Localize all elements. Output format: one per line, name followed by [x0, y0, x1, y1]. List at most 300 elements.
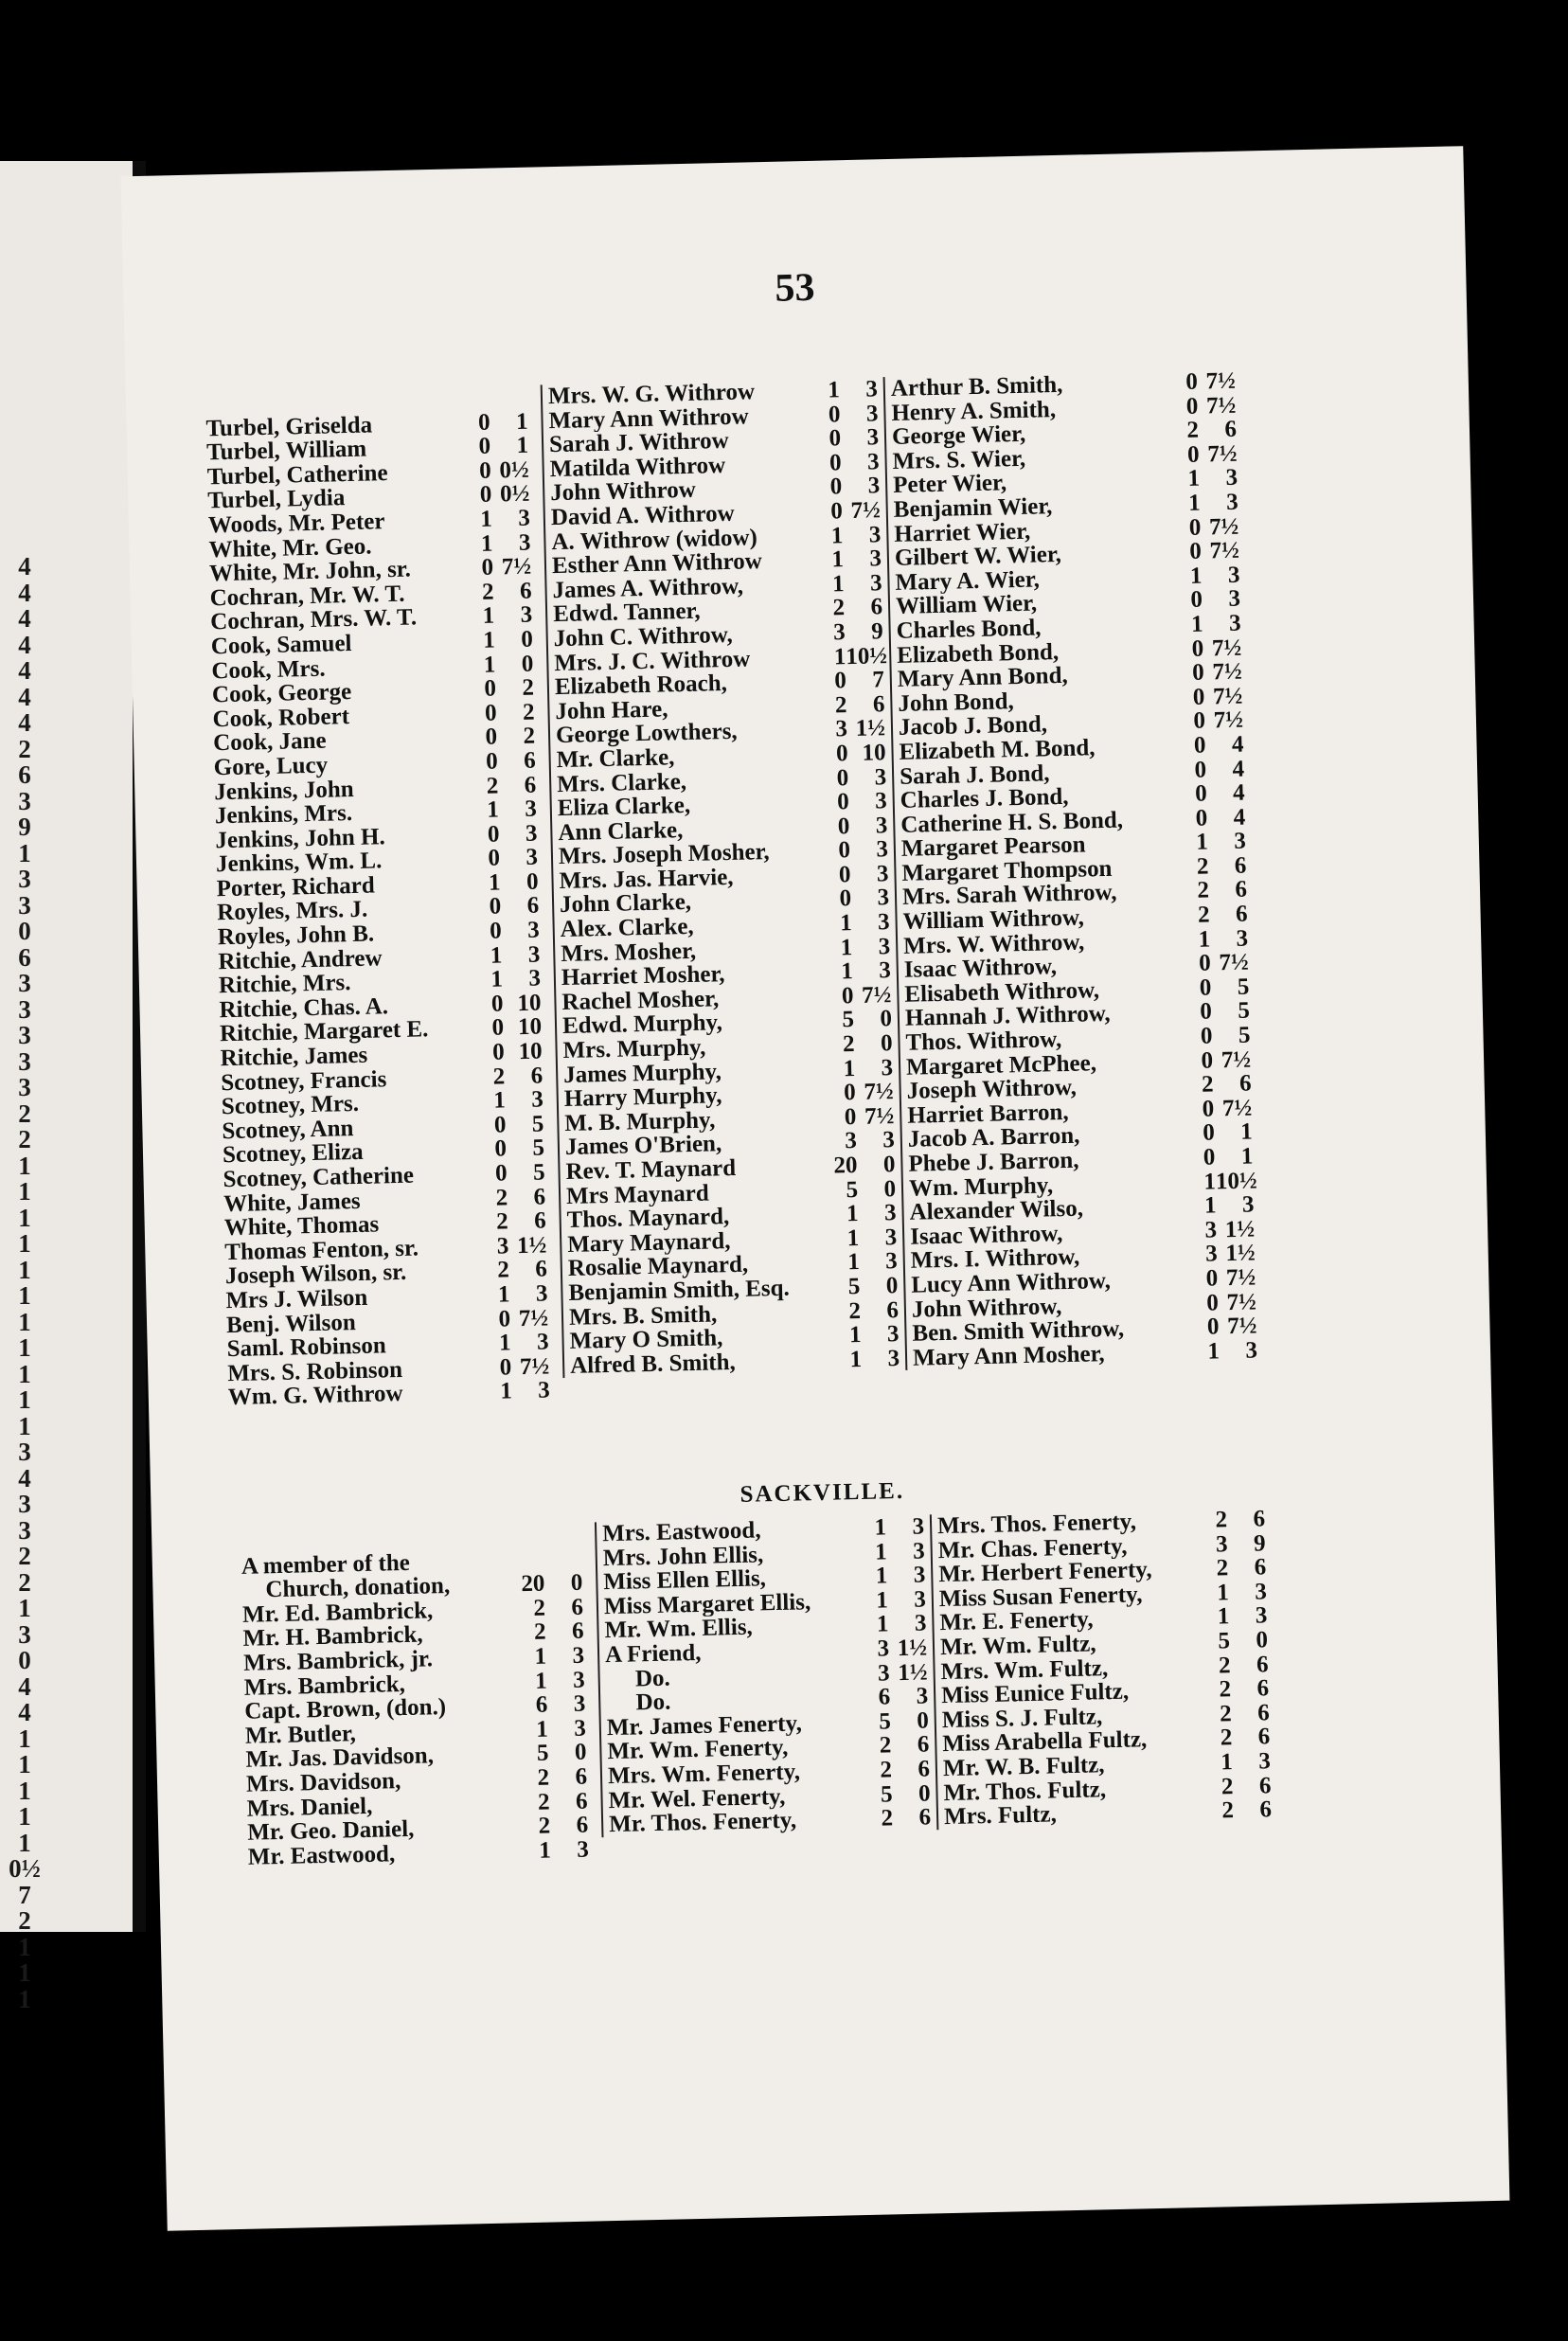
pence-value: 0 [1256, 1627, 1269, 1653]
adjacent-page-digit: 1 [18, 1229, 31, 1258]
subscriber-name: Harriet Mosher, [561, 961, 725, 991]
shillings-value: 2 [481, 579, 494, 605]
pence-value: 4 [1232, 756, 1245, 782]
pence-value: 6 [530, 1063, 543, 1089]
pence-value: 3 [912, 1538, 926, 1564]
subscriber-name: William Withrow, [902, 904, 1085, 935]
shillings-value: 1 [536, 1716, 549, 1742]
pence-value: 3 [874, 788, 888, 814]
shillings-value: 0 [1206, 1313, 1220, 1340]
subscriber-name: John Withrow [549, 477, 697, 507]
shillings-value: 1 [497, 1281, 510, 1308]
pence-value: 3 [525, 820, 538, 847]
pence-value: 10½ [1215, 1168, 1257, 1194]
subscriber-name: Scotney, Ann [222, 1115, 354, 1144]
subscriber-name: Thos. Maynard, [566, 1204, 730, 1233]
pence-value: 3 [865, 400, 879, 427]
pence-value: 5 [531, 1111, 544, 1137]
pence-value: 7½ [1221, 1046, 1252, 1073]
shillings-value: 0 [499, 1354, 512, 1381]
shillings-value: 0 [484, 675, 497, 702]
pence-value: 6 [1224, 416, 1238, 443]
pence-value: 3 [877, 885, 890, 911]
subscriber-name: Cochran, Mrs. W. T. [209, 604, 418, 635]
pence-value: 3 [886, 1321, 900, 1348]
adjacent-page-digit: 1 [18, 1932, 31, 1961]
subscriber-name: Mr. Wm. Fenerty, [607, 1735, 789, 1765]
adjacent-page-digit: 4 [18, 1698, 31, 1726]
shillings-value: 1 [1190, 611, 1203, 637]
shillings-value: 0 [838, 861, 851, 888]
shillings-value: 2 [1215, 1507, 1228, 1533]
pence-value: 3 [1225, 465, 1238, 491]
pence-value: 6 [575, 1763, 588, 1790]
shillings-value: 0 [843, 1080, 857, 1106]
subscriber-name: Peter Wier, [892, 470, 1007, 498]
adjacent-page-digit: 7 [18, 1880, 31, 1909]
adjacent-page-digit: 4 [18, 578, 31, 607]
shillings-value: 1 [1196, 829, 1209, 856]
pence-value: 7½ [1208, 513, 1239, 540]
pence-value: 6 [1256, 1675, 1270, 1702]
pence-value: 2 [522, 699, 535, 725]
shillings-value: 0 [489, 918, 503, 944]
subscriber-name: Mrs. S. Robinson [226, 1356, 403, 1386]
subscriber-name: Mr. Geo. Daniel, [246, 1815, 415, 1846]
shillings-value: 5 [536, 1740, 549, 1767]
pence-value: 3 [520, 601, 533, 629]
subscriber-name: Margaret Pearson [900, 831, 1086, 862]
subscriber-name: Mr. Clarke, [556, 744, 675, 773]
shillings-value: 0 [1203, 1144, 1216, 1170]
pence-value: 3 [874, 763, 887, 790]
pence-value: 3 [877, 909, 890, 936]
shillings-value: 0 [490, 991, 504, 1017]
page-number: 53 [774, 265, 815, 311]
shillings-value: 0 [829, 474, 843, 500]
pence-value: 3 [518, 505, 531, 531]
shillings-value: 0 [835, 741, 848, 767]
shillings-value: 0 [829, 449, 842, 476]
shillings-value: 2 [538, 1813, 551, 1839]
shillings-value: 1 [499, 1378, 513, 1404]
pence-value: 0 [916, 1707, 930, 1734]
shillings-value: 0 [1190, 586, 1203, 614]
pence-value: 6 [1258, 1772, 1272, 1799]
shillings-value: 0 [1202, 1119, 1216, 1147]
adjacent-page-digit: 3 [18, 1046, 31, 1076]
adjacent-page-digit: 3 [18, 969, 31, 997]
subscriber-name: White, Mr. John, sr. [208, 556, 412, 587]
adjacent-page-digit: 0 [18, 917, 31, 945]
pence-value: 6 [918, 1756, 931, 1782]
pence-value: 6 [575, 1788, 588, 1814]
subscriber-name: Joseph Withrow, [906, 1074, 1078, 1104]
shillings-value: 1 [840, 934, 853, 960]
subscriber-name: Charles Bond, [896, 615, 1042, 644]
shillings-value: 0 [487, 821, 500, 848]
pence-value: 6 [918, 1804, 932, 1831]
shillings-value: 1 [849, 1346, 863, 1372]
pence-value: 7½ [861, 981, 892, 1009]
subscriber-name: Isaac Withrow, [909, 1220, 1063, 1250]
subscriber-name: Mr. H. Bambrick, [242, 1621, 423, 1652]
shillings-value: 0 [478, 433, 491, 460]
pence-value: 3 [883, 1200, 897, 1226]
shillings-value: 1 [830, 522, 844, 548]
pence-value: 3 [572, 1667, 586, 1693]
pence-value: 3 [865, 376, 879, 402]
pence-value: 3 [914, 1610, 927, 1637]
subscriber-name: Ritchie, Margaret E. [219, 1016, 429, 1047]
subscriber-name: A. Withrow (widow) [551, 524, 758, 555]
shillings-value: 1 [833, 643, 846, 670]
pence-value: 3 [878, 957, 892, 984]
subscriber-name: Saml. Robinson [226, 1332, 387, 1362]
pence-value: 7½ [1225, 1264, 1256, 1292]
shillings-value: 1 [1187, 490, 1201, 516]
shillings-value: 2 [1201, 1071, 1214, 1098]
subscriber-name: Mary Ann Withrow [548, 402, 749, 434]
shillings-value: 0 [493, 1112, 507, 1138]
shillings-value: 0 [1189, 538, 1203, 565]
shillings-value: 1 [1217, 1603, 1230, 1630]
pence-value: 9 [870, 618, 883, 645]
subscriber-name: Miss Ellen Ellis, [603, 1565, 767, 1595]
subscriber-name: Mrs. Mosher, [561, 938, 697, 967]
subscriber-name: White, Mr. Geo. [208, 533, 372, 563]
subscriber-name: George Wier, [891, 420, 1026, 450]
pence-value: 9 [1253, 1529, 1266, 1557]
subscriber-name: Catherine H. S. Bond, [900, 807, 1124, 838]
pence-value: 3 [875, 812, 888, 839]
pence-value: 4 [1232, 779, 1245, 806]
adjacent-page-digit: 0 [18, 1646, 31, 1674]
shillings-value: 1 [831, 570, 845, 598]
subscriber-name: Do. [605, 1665, 671, 1692]
shillings-value: 5 [846, 1176, 859, 1203]
adjacent-page-digit: 1 [18, 1333, 31, 1362]
shillings-value: 1 [876, 1611, 889, 1638]
shillings-value: 0 [1186, 441, 1200, 468]
shillings-value: 1 [846, 1201, 859, 1227]
shillings-value: 1 [875, 1563, 888, 1589]
shillings-value: 1 [482, 602, 495, 630]
shillings-value: 2 [879, 1732, 892, 1759]
pence-value: 1½ [1225, 1240, 1256, 1267]
pence-value: 2 [523, 723, 536, 750]
subscriber-name: Mrs. Thos. Fenerty, [936, 1509, 1137, 1539]
pence-value: 3 [537, 1377, 551, 1404]
subscriber-name: White, Thomas [223, 1211, 380, 1241]
shillings-value: 2 [486, 772, 499, 799]
pence-value: 3 [878, 933, 891, 960]
shillings-value: 1 [874, 1538, 888, 1565]
subscriber-name: Scotney, Francis [221, 1065, 387, 1096]
shillings-value [510, 1547, 545, 1572]
subscriber-name: James A. Withrow, [552, 573, 744, 603]
pence-value: 7½ [1211, 634, 1242, 661]
pence-value: 3 [868, 521, 882, 548]
subscriber-name: Woods, Mr. Peter [207, 509, 385, 538]
adjacent-page-digit: 2 [18, 1567, 31, 1597]
pence-value: 0 [885, 1273, 899, 1299]
subscriber-name: Mrs. Wm. Fultz, [940, 1654, 1109, 1685]
pence-value: 3 [1228, 610, 1241, 636]
pence-value: 6 [1256, 1700, 1270, 1726]
shillings-value: 2 [1197, 877, 1210, 904]
shillings-value: 0 [485, 748, 498, 775]
pence-value: 1 [1239, 1118, 1254, 1146]
sackville-column-3 [930, 1507, 1272, 1830]
shillings-value: 2 [495, 1208, 509, 1235]
shillings-value: 3 [1215, 1530, 1228, 1558]
shillings-value: 2 [1219, 1700, 1232, 1727]
shillings-value: 0 [1206, 1289, 1220, 1316]
subscriber-name: Elisabeth Withrow, [904, 976, 1100, 1008]
subscriber-name: Miss Eunice Fultz, [940, 1678, 1130, 1708]
subscriber-name: Mrs J. Wilson [225, 1284, 368, 1313]
pence-value: 0 [520, 626, 534, 652]
pence-value: 3 [528, 965, 542, 992]
section-title: SACKVILLE. [739, 1477, 905, 1508]
shillings-value: 0 [491, 1039, 505, 1065]
subscriber-name: Mr. Ed. Bambrick, [241, 1598, 434, 1628]
shillings-value: 3 [877, 1635, 890, 1662]
pence-value: 0 [918, 1779, 931, 1807]
subscriber-name: Turbel, Griselda [205, 412, 373, 441]
pence-value: 3 [1241, 1191, 1255, 1218]
subscriber-name: Mary Maynard, [566, 1227, 731, 1258]
pence-value: 7½ [864, 1102, 895, 1130]
subscriber-name: James O'Brien, [564, 1131, 722, 1160]
pence-value: 1 [1240, 1143, 1254, 1170]
subscriber-name: M. B. Murphy, [564, 1107, 716, 1136]
pence-value: 5 [532, 1159, 545, 1186]
subscriber-name: Sarah J. Bond, [899, 759, 1050, 789]
subscriber-name: Mary A. Wier, [895, 566, 1041, 596]
pence-value: 1 [515, 408, 528, 435]
subscriber-name: Alfred B. Smith, [569, 1349, 737, 1379]
shillings-value: 3 [1204, 1217, 1218, 1243]
shillings-value: 1 [482, 627, 496, 653]
subscriber-name: Mrs. John Ellis, [602, 1541, 764, 1571]
pence-value: 7 [872, 667, 885, 693]
subscriber-name: Phebe J. Barron, [908, 1147, 1079, 1177]
pence-value: 0½ [499, 456, 530, 484]
shillings-value: 0 [1193, 732, 1206, 759]
sackville-column-2 [595, 1514, 931, 1837]
adjacent-page-digit: 1 [18, 1724, 31, 1753]
subscriber-name: Ritchie, Mrs. [218, 970, 351, 999]
subscriber-name: Mrs. Murphy, [562, 1034, 706, 1063]
subscriber-name: Mrs. I. Withrow, [910, 1244, 1080, 1274]
shillings-value: 0 [1194, 780, 1207, 807]
pence-value: 0 [521, 651, 534, 677]
shillings-value: 1 [848, 1322, 862, 1349]
shillings-value: 0 [1185, 368, 1199, 395]
pence-value: 3 [1255, 1602, 1268, 1629]
pence-value: 3 [867, 473, 881, 499]
subscriber-name: Rev. T. Maynard [565, 1154, 737, 1185]
adjacent-page-digit: 4 [18, 1671, 31, 1701]
adjacent-page-digit: 1 [18, 1203, 31, 1232]
subscriber-name: Cook, Robert [212, 703, 350, 732]
subscriber-name: Mr. E. Fenerty, [939, 1606, 1094, 1636]
pence-value: 6 [1259, 1796, 1273, 1823]
shillings-value: 2 [533, 1618, 546, 1646]
shillings-value: 2 [497, 1257, 510, 1284]
pence-value: 6 [533, 1207, 547, 1234]
adjacent-page-digit: 1 [18, 838, 31, 867]
subscriber-name: Mrs. Davidson, [245, 1768, 401, 1797]
pence-value: 6 [870, 594, 883, 620]
pence-value: 3 [525, 795, 538, 822]
shillings-value: 1 [874, 1514, 887, 1541]
sackville-column-1 [241, 1523, 589, 1869]
shillings-value: 0 [489, 893, 502, 920]
shillings-value: 1 [831, 546, 845, 573]
subscriber-name: Mr. Wm. Ellis, [604, 1615, 754, 1644]
adjacent-page-digit: 1 [18, 1776, 31, 1805]
shillings-value: 0 [844, 1103, 857, 1131]
pence-value: 10 [862, 740, 886, 766]
shillings-value: 0 [498, 1305, 511, 1332]
subscriber-name: Mr. W. B. Fultz, [942, 1752, 1105, 1781]
subscriber-name: Rachel Mosher, [561, 986, 720, 1015]
subscriber-name: Church, donation, [241, 1573, 451, 1603]
shillings-value: 1 [876, 1587, 889, 1614]
shillings-value: 1 [846, 1224, 860, 1252]
shillings-value: 1 [1187, 465, 1201, 492]
pence-value: 7½ [1226, 1313, 1257, 1340]
shillings-value: 5 [878, 1708, 892, 1735]
subscriber-name: Mrs. S. Wier, [892, 445, 1026, 474]
subscriber-name: Mr. Chas. Fenerty, [937, 1533, 1128, 1564]
adjacent-page-digit: 3 [18, 786, 31, 815]
pence-value: 6 [1238, 1070, 1252, 1098]
pence-value: 7½ [1213, 706, 1244, 734]
pence-value: 1½ [855, 715, 886, 742]
subscriber-name: David A. Withrow [550, 500, 735, 530]
shillings-value: 3 [835, 716, 848, 742]
subscriber-name: Scotney, Catherine [223, 1162, 415, 1192]
subscriber-name: Elizabeth Roach, [554, 670, 728, 700]
shillings-value: 0 [1191, 635, 1204, 662]
shillings-value: 1 [1207, 1338, 1221, 1365]
shillings-value: 3 [1204, 1241, 1218, 1268]
shillings-value: 20 [833, 1152, 858, 1179]
adjacent-page-digit: 4 [18, 552, 31, 581]
shillings-value: 0 [1191, 659, 1205, 686]
pence-value: 1½ [516, 1232, 547, 1259]
subscriber-name: Miss S. J. Fultz, [941, 1704, 1103, 1733]
pence-value: 6 [533, 1184, 546, 1210]
subscriber-name: Mrs. W. G. Withrow [547, 379, 756, 409]
pence-value: 3 [1258, 1748, 1272, 1775]
subscriber-name: Elizabeth Bond, [896, 638, 1060, 669]
subscriber-name: Mrs. Wm. Fenerty, [607, 1759, 801, 1789]
subscriber-name: Esther Ann Withrow [551, 548, 763, 579]
shillings-value: 1 [1203, 1192, 1217, 1219]
shillings-value: 1 [828, 377, 841, 403]
pence-value: 6 [917, 1731, 930, 1759]
subscriber-name: Mrs. Bambrick, [243, 1671, 406, 1700]
subscriber-name: Edwd. Tanner, [552, 598, 701, 628]
pence-value: 6 [535, 1256, 548, 1283]
pence-value: 6 [1235, 877, 1248, 903]
pence-value: 3 [572, 1642, 585, 1669]
subscriber-name: Mr. Wel. Fenerty, [608, 1783, 786, 1814]
pence-value: 7½ [850, 497, 882, 524]
subscriber-name: Capt. Brown, (don.) [244, 1694, 447, 1724]
shillings-value: 2 [1220, 1724, 1233, 1751]
subscriber-name: Cook, Jane [212, 727, 327, 757]
shillings-value: 2 [537, 1764, 550, 1791]
adjacent-page-digit: 1 [18, 1151, 31, 1180]
pence-value: 3 [526, 844, 539, 871]
pence-value: 3 [866, 449, 880, 475]
pence-value: 7½ [864, 1079, 895, 1106]
subscriber-name: Mrs. Jas. Harvie, [559, 864, 734, 894]
subscriber-name: Edwd. Murphy, [561, 1010, 723, 1040]
subscriber-name: Benjamin Smith, Esq. [568, 1275, 791, 1306]
pence-value: 4 [1233, 804, 1246, 831]
pence-value: 3 [869, 545, 882, 572]
pence-value: 5 [532, 1135, 545, 1162]
pence-value: 3 [876, 836, 889, 863]
subscriber-name: Lucy Ann Withrow, [911, 1267, 1112, 1298]
shillings-value: 0 [484, 700, 497, 726]
pence-value: 3 [912, 1513, 925, 1540]
subscriber-name: John Hare, [555, 696, 668, 724]
subscriber-name: Ritchie, James [220, 1042, 368, 1071]
shillings-value: 2 [1221, 1773, 1234, 1799]
shillings-value: 1 [1189, 563, 1203, 589]
adjacent-page-digit: 1 [18, 1802, 31, 1831]
pence-value: 3 [1233, 828, 1247, 855]
pence-value: 3 [1227, 562, 1240, 588]
pence-value: 3 [1225, 489, 1238, 515]
adjacent-page-digit: 4 [18, 630, 31, 659]
subscriber-name: John C. Withrow, [553, 621, 733, 652]
subscriber-name: Margaret McPhee, [905, 1049, 1097, 1081]
subscriber-name: Royles, Mrs. J. [216, 897, 368, 926]
subscriber-name: Mr. Herbert Fenerty, [938, 1557, 1152, 1587]
shillings-value: 2 [495, 1184, 508, 1211]
subscriber-name: Miss Susan Fenerty, [938, 1582, 1143, 1612]
adjacent-page-digit: 1 [18, 1958, 31, 1987]
pence-value: 7½ [1226, 1289, 1257, 1315]
subscriber-name: Hannah J. Withrow, [904, 1001, 1111, 1031]
adjacent-page-digit: 1 [18, 1984, 31, 2013]
shillings-value: 0 [836, 764, 849, 791]
subscriber-name: Mrs. Sarah Withrow, [901, 880, 1117, 910]
shillings-value: 1 [839, 910, 852, 937]
subscriber-name: Gilbert W. Wier, [894, 542, 1062, 571]
shillings-value: 0 [829, 498, 844, 525]
shillings-value: 1 [493, 1087, 507, 1114]
shillings-value: 2 [1219, 1676, 1232, 1703]
shillings-value: 2 [848, 1297, 862, 1324]
subscriber-name: Royles, John B. [217, 920, 375, 950]
shillings-value: 0 [1201, 1047, 1214, 1074]
adjacent-page-digit: 4 [18, 682, 31, 711]
pence-value: 3 [574, 1715, 587, 1742]
pence-value: 3 [536, 1329, 549, 1355]
shillings-value: 0 [837, 813, 850, 840]
shillings-value: 1 [490, 966, 504, 992]
